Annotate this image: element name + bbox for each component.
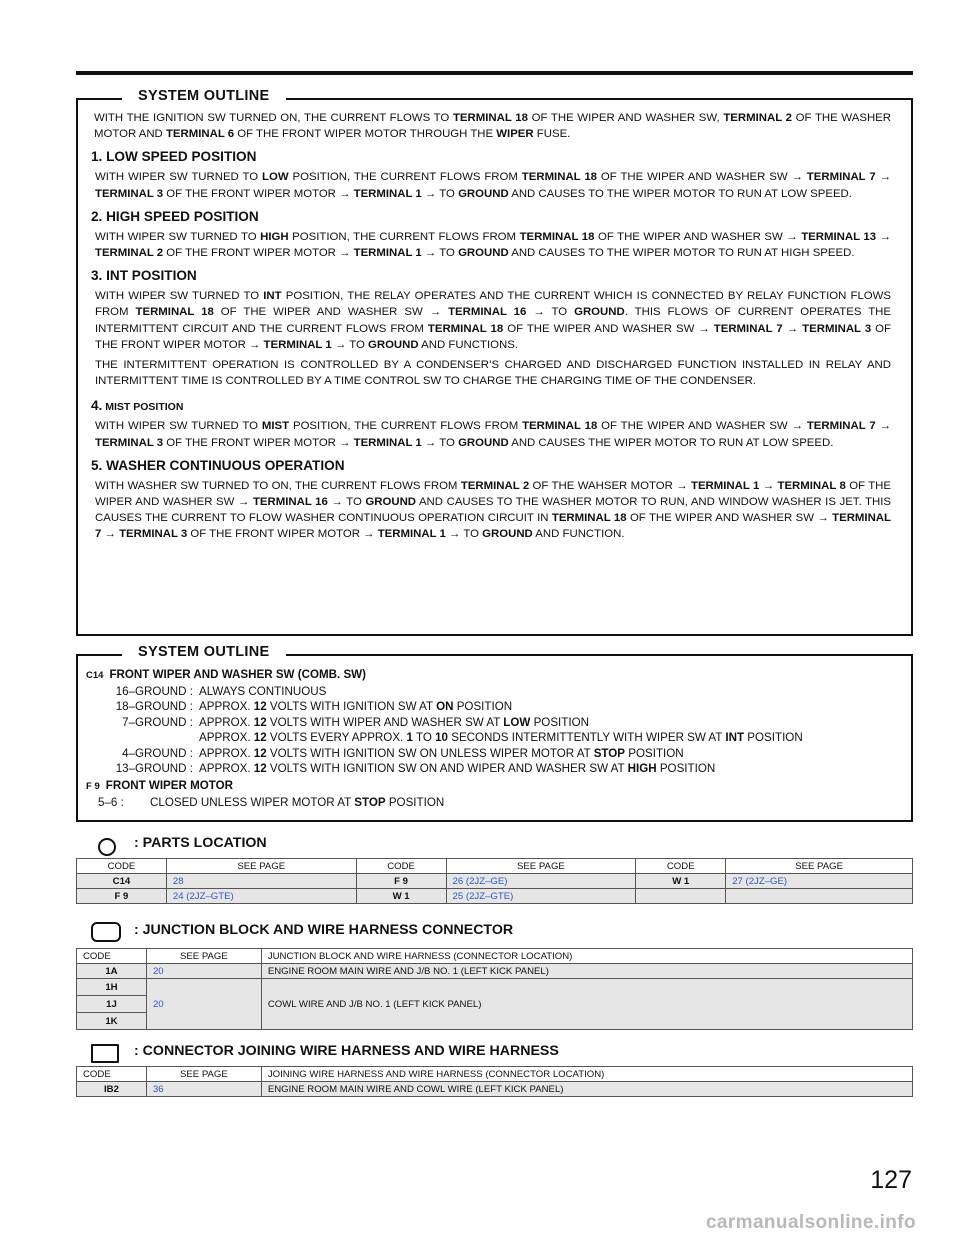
header-cell: SEE PAGE — [726, 859, 913, 874]
connector-name: FRONT WIPER MOTOR — [105, 779, 234, 793]
terminal-pair: 4–GROUND : — [122, 746, 193, 760]
connector-name: FRONT WIPER AND WASHER SW (COMB. SW) — [109, 668, 366, 681]
intro-paragraph: WITH THE IGNITION SW TURNED ON, THE CURRENT FLOWS TO TERMINAL 18 OF THE WIPER AND WASHER SW, TERMINAL 2 OF THE WASHER MOTOR AND TERMINAL 6 OF THE FRONT WIPER MOTOR THROUGH THE WIPER FUSE. — [94, 112, 891, 141]
see-page-link[interactable]: 20 — [146, 979, 261, 1030]
continuity-content — [86, 667, 901, 811]
header-cell: CODE — [77, 949, 147, 964]
header-cell: SEE PAGE — [166, 859, 356, 874]
table-row — [77, 1082, 913, 1097]
see-page-link — [726, 889, 913, 904]
continuity-row — [86, 684, 901, 699]
connector-heading — [86, 778, 901, 795]
connector-code: F 9 — [86, 781, 100, 793]
table-row — [77, 964, 913, 979]
header-cell: CODE — [356, 859, 446, 874]
section-paragraph: WITH WIPER SW TURNED TO LOW POSITION, THE CURRENT FLOWS FROM TERMINAL 18 OF THE WIPER AND WASHER SW → TERMINAL 7 → TERMINAL 3 OF THE FRONT WIPER MOTOR → TERMINAL 1 → TO GROUND AND CAUSES TO THE WIPER MOTOR TO RUN AT LOW SPEED. — [95, 171, 891, 200]
continuity-row — [86, 730, 901, 745]
header-cell: CODE — [77, 859, 167, 874]
see-page-link[interactable]: 27 (2JZ–GE) — [726, 874, 913, 889]
see-page-link[interactable]: 28 — [166, 874, 356, 889]
continuity-outline-box — [76, 644, 913, 822]
section-heading: 2. HIGH SPEED POSITION — [91, 208, 259, 224]
code-cell: W 1 — [356, 889, 446, 904]
code-cell: F 9 — [356, 874, 446, 889]
continuity-outline-title: SYSTEM OUTLINE — [122, 644, 286, 660]
continuity-condition: APPROX. 12 VOLTS EVERY APPROX. 1 TO 10 SECONDS INTERMITTENTLY WITH WIPER SW AT INT POSITION — [199, 731, 803, 745]
system-outline-title: SYSTEM OUTLINE — [122, 88, 286, 104]
code-cell: 1A — [77, 964, 147, 979]
location-cell: ENGINE ROOM MAIN WIRE AND COWL WIRE (LEFT KICK PANEL) — [261, 1082, 912, 1097]
see-page-link[interactable]: 25 (2JZ–GTE) — [446, 889, 636, 904]
code-cell: F 9 — [77, 889, 167, 904]
section-heading: 5. WASHER CONTINUOUS OPERATION — [91, 457, 345, 473]
continuity-condition: APPROX. 12 VOLTS WITH IGNITION SW AT ON POSITION — [199, 700, 513, 714]
location-cell: COWL WIRE AND J/B NO. 1 (LEFT KICK PANEL) — [261, 979, 912, 1030]
section-heading: 3. INT POSITION — [91, 268, 197, 284]
continuity-condition: APPROX. 12 VOLTS WITH IGNITION SW ON UNLESS WIPER MOTOR AT STOP POSITION — [199, 746, 684, 760]
section-paragraph: WITH WIPER SW TURNED TO INT POSITION, THE RELAY OPERATES AND THE CURRENT WHICH IS CONNECTED BY RELAY FUNCTION FLOWS FROM TERMINAL 18 OF THE WIPER AND WASHER SW → TERMINAL 16 → TO GROUND. THIS FLOWS OF CURRENT OPERATES THE INTERMITTENT CIRCUIT AND THE CURRENT FLOWS FROM TERMINAL 18 OF THE WIPER AND WASHER SW → TERMINAL 7 → TERMINAL 3 OF THE FRONT WIPER MOTOR → TERMINAL 1 → TO GROUND AND FUNCTIONS. — [95, 290, 892, 351]
connector-joining-rect-icon — [91, 1044, 119, 1063]
table-header-row — [77, 1067, 913, 1082]
parts-location-circle-icon — [98, 838, 116, 856]
junction-block-title: : JUNCTION BLOCK AND WIRE HARNESS CONNECTOR — [134, 922, 514, 938]
header-cell: JUNCTION BLOCK AND WIRE HARNESS (CONNECTOR LOCATION) — [261, 949, 912, 964]
see-page-link[interactable]: 36 — [146, 1082, 261, 1097]
connector-joining-title: : CONNECTOR JOINING WIRE HARNESS AND WIRE HARNESS — [134, 1043, 559, 1059]
system-outline-content — [91, 110, 892, 543]
top-rule — [76, 71, 913, 75]
connector-heading — [86, 667, 901, 684]
see-page-link[interactable]: 26 (2JZ–GE) — [446, 874, 636, 889]
table-row — [77, 874, 913, 889]
see-page-link[interactable]: 20 — [146, 964, 261, 979]
code-cell: W 1 — [636, 874, 726, 889]
header-cell: CODE — [636, 859, 726, 874]
parts-location-title: : PARTS LOCATION — [134, 835, 267, 851]
continuity-condition: ALWAYS CONTINUOUS — [199, 685, 327, 698]
table-header-row — [77, 859, 913, 874]
continuity-row — [86, 795, 901, 810]
section-heading: 1. LOW SPEED POSITION — [91, 149, 257, 165]
system-outline-box — [76, 88, 913, 636]
terminal-pair: 13–GROUND : — [115, 762, 193, 776]
section-heading — [91, 398, 891, 413]
section-paragraph: THE INTERMITTENT OPERATION IS CONTROLLED BY A CONDENSER’S CHARGED AND DISCHARGED FUNCTION INSTALLED IN RELAY AND INTERMITTENT TIME IS CONTROLLED BY A TIME CONTROL SW TO CHARGE THE CHARGING TIME OF THE CONDENSER. — [95, 359, 891, 388]
location-cell: ENGINE ROOM MAIN WIRE AND J/B NO. 1 (LEFT KICK PANEL) — [261, 964, 912, 979]
continuity-condition: APPROX. 12 VOLTS WITH IGNITION SW ON AND WIPER AND WASHER SW AT HIGH POSITION — [199, 762, 716, 776]
continuity-condition: APPROX. 12 VOLTS WITH WIPER AND WASHER SW AT LOW POSITION — [199, 715, 589, 729]
section-paragraph: WITH WASHER SW TURNED TO ON, THE CURRENT FLOWS FROM TERMINAL 2 OF THE WAHSER MOTOR → TERMINAL 1 → TERMINAL 8 OF THE WIPER AND WASHER SW → TERMINAL 16 → TO GROUND AND CAUSES TO THE WASHER MOTOR TO RUN, AND WINDOW WASHER IS JET. THIS CAUSES THE CURRENT TO FLOW WASHER CONTINUOUS OPERATION CIRCUIT IN TERMINAL 18 OF THE WIPER AND WASHER SW → TERMINAL 7 → TERMINAL 3 OF THE FRONT WIPER MOTOR → TERMINAL 1 → TO GROUND AND FUNCTION. — [95, 479, 892, 541]
code-cell: 1J — [77, 996, 147, 1013]
continuity-row — [86, 761, 901, 776]
terminal-pair — [86, 730, 199, 745]
watermark: carmanualsonline.info — [705, 1212, 916, 1233]
connector-joining-table — [76, 1066, 913, 1097]
code-cell: 1H — [77, 979, 147, 996]
code-cell — [636, 889, 726, 904]
table-row — [77, 889, 913, 904]
table-row — [77, 979, 913, 996]
terminal-pair: 18–GROUND : — [115, 700, 193, 714]
terminal-pair: 7–GROUND : — [122, 715, 193, 729]
continuity-row — [86, 699, 901, 714]
terminal-pair: 5–6 : — [98, 796, 124, 810]
continuity-row — [86, 746, 901, 761]
junction-block-rounded-icon — [91, 922, 121, 942]
section-number: 4. — [91, 398, 103, 414]
header-cell: SEE PAGE — [446, 859, 636, 874]
code-cell: 1K — [77, 1013, 147, 1030]
section-heading-text: MIST POSITION — [102, 401, 184, 414]
table-header-row — [77, 949, 913, 964]
header-cell: CODE — [77, 1067, 147, 1082]
header-cell: SEE PAGE — [146, 949, 261, 964]
see-page-link[interactable]: 24 (2JZ–GTE) — [166, 889, 356, 904]
code-cell: C14 — [77, 874, 167, 889]
code-cell: IB2 — [77, 1082, 147, 1097]
continuity-condition: CLOSED UNLESS WIPER MOTOR AT STOP POSITION — [150, 796, 445, 810]
terminal-pair: 16–GROUND : — [115, 685, 193, 698]
section-paragraph: WITH WIPER SW TURNED TO HIGH POSITION, THE CURRENT FLOWS FROM TERMINAL 18 OF THE WIPER AND WASHER SW → TERMINAL 13 → TERMINAL 2 OF THE FRONT WIPER MOTOR → TERMINAL 1 → TO GROUND AND CAUSES TO THE WIPER MOTOR TO RUN AT HIGH SPEED. — [95, 230, 891, 260]
page-number: 127 — [870, 1166, 912, 1194]
parts-location-table — [76, 858, 913, 904]
junction-block-table — [76, 948, 913, 1030]
header-cell: SEE PAGE — [146, 1067, 261, 1082]
section-paragraph: WITH WIPER SW TURNED TO MIST POSITION, THE CURRENT FLOWS FROM TERMINAL 18 OF THE WIPER AND WASHER SW → TERMINAL 7 → TERMINAL 3 OF THE FRONT WIPER MOTOR → TERMINAL 1 → TO GROUND AND CAUSES THE WIPER MOTOR TO RUN AT LOW SPEED. — [95, 420, 891, 449]
header-cell: JOINING WIRE HARNESS AND WIRE HARNESS (CONNECTOR LOCATION) — [261, 1067, 912, 1082]
continuity-row — [86, 715, 901, 730]
connector-code: C14 — [86, 670, 104, 681]
